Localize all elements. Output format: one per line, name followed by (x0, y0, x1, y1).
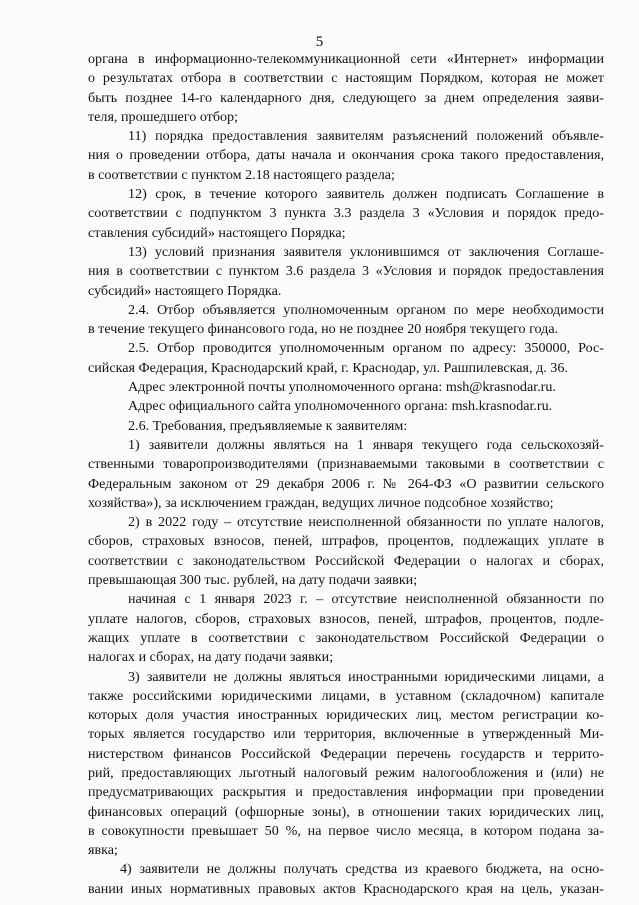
page-number: 5 (315, 34, 324, 50)
text-line: Федеральным законом от 29 декабря 2006 г. № 264-ФЗ «О развитии сельского (88, 475, 604, 492)
text-line: соответствии с подпунктом 3 пункта 3.3 раздела 3 «Условия и порядок предо- (88, 205, 604, 222)
text-line: нистерством финансов Российской Федерации перечень государств и террито- (88, 745, 604, 762)
document-body (88, 50, 604, 899)
text-line: ственными товаропроизводителями (признаваемыми таковыми в соответствии с (88, 456, 604, 473)
text-line: 11) порядка предоставления заявителям разъяснений положений объявле- (128, 128, 604, 145)
text-line: финансовых операций (офшорные зоны), в отношении таких юридических лиц, (88, 803, 604, 820)
text-line: которых доля участия иностранных юридических лиц, местом регистрации ко- (88, 707, 604, 724)
text-line: органа в информационно-телекоммуникационной сети «Интернет» информации (88, 51, 604, 67)
text-line: торых является государство или территория, включенные в утвержденный Ми- (88, 726, 604, 743)
text-line: 2) в 2022 году – отсутствие неисполненной обязанности по уплате налогов, (128, 514, 604, 531)
text-line: ставления субсидий» настоящего Порядка; (88, 224, 346, 241)
text-line: 13) условий признания заявителя уклонившимся от заключения Соглаше- (128, 243, 604, 260)
text-line: 2.6. Требования, предъявляемые к заявителям: (128, 417, 408, 434)
text-line: ния в соответствии с пунктом 3.6 раздела 3 «Условия и порядок предоставления (88, 263, 604, 280)
text-line: 2.4. Отбор объявляется уполномоченным органом по мере необходимости (128, 301, 604, 318)
text-line: налогах и сборах, на дату подачи заявки; (88, 649, 334, 666)
text-line: хозяйства»), за исключением граждан, ведущих личное подсобное хозяйство; (88, 494, 554, 511)
text-line: Адрес электронной почты уполномоченного органа: msh@krasnodar.ru. (128, 379, 556, 396)
text-line: 1) заявители должны являться на 1 января текущего года сельскохозяй- (128, 436, 604, 453)
text-line: Адрес официального сайта уполномоченного органа: msh.krasnodar.ru. (128, 398, 553, 415)
text-line: сборов, страховых взносов, пеней, штрафов, процентов, подлежащих уплате в (88, 533, 604, 550)
text-line: 3) заявители не должны являться иностранными юридическими лицами, а (128, 668, 604, 685)
text-line: быть позднее 14-го календарного дня, следующего за днем определения заяви- (88, 89, 604, 106)
text-line: в соответствии с пунктом 2.18 настоящего раздела; (88, 166, 395, 183)
text-line: превышающая 300 тыс. рублей, на дату подачи заявки; (88, 572, 418, 589)
text-line: 2.5. Отбор проводится уполномоченным органом по адресу: 350000, Рос- (128, 340, 604, 357)
text-line: теля, прошедшего отбор; (88, 108, 239, 125)
text-line: 4) заявители не должны получать средства из краевого бюджета, на осно- (120, 861, 604, 878)
text-line: уплате налогов, сборов, страховых взносов, пеней, штрафов, процентов, подле- (88, 610, 604, 627)
text-line: вании иных нормативных правовых актов Краснодарского края на цель, указан- (88, 880, 604, 897)
text-line: явка; (88, 842, 118, 859)
text-line: рий, предоставляющих льготный налоговый режим налогообложения и (или) не (88, 764, 604, 781)
text-line: ния о проведении отбора, даты начала и окончания срока такого предоставления, (88, 147, 604, 164)
text-line: о результатах отбора в соответствии с настоящим Порядком, которая не может (88, 70, 604, 87)
text-line: субсидий» настоящего Порядка. (88, 282, 282, 299)
text-line: жащих уплате в соответствии с законодательством Российской Федерации о (88, 629, 604, 646)
text-line: 12) срок, в течение которого заявитель должен подписать Соглашение в (128, 186, 604, 203)
text-line: также российскими юридическими лицами, в уставном (складочном) капитале (88, 687, 604, 704)
text-line: соответствии с законодательством Российской Федерации о налогах и сборах, (88, 552, 604, 569)
text-line: сийская Федерация, Краснодарский край, г. Краснодар, ул. Рашпилевская, д. 36. (88, 359, 568, 376)
text-line: в совокупности превышает 50 %, на первое число месяца, в котором подана за- (88, 822, 604, 839)
text-line: предусматривающих раскрытия и предоставления информации при проведении (88, 784, 604, 801)
text-line: в течение текущего финансового года, но не позднее 20 ноября текущего года. (88, 321, 559, 338)
text-line: начиная с 1 января 2023 г. – отсутствие неисполненной обязанности по (128, 591, 604, 608)
